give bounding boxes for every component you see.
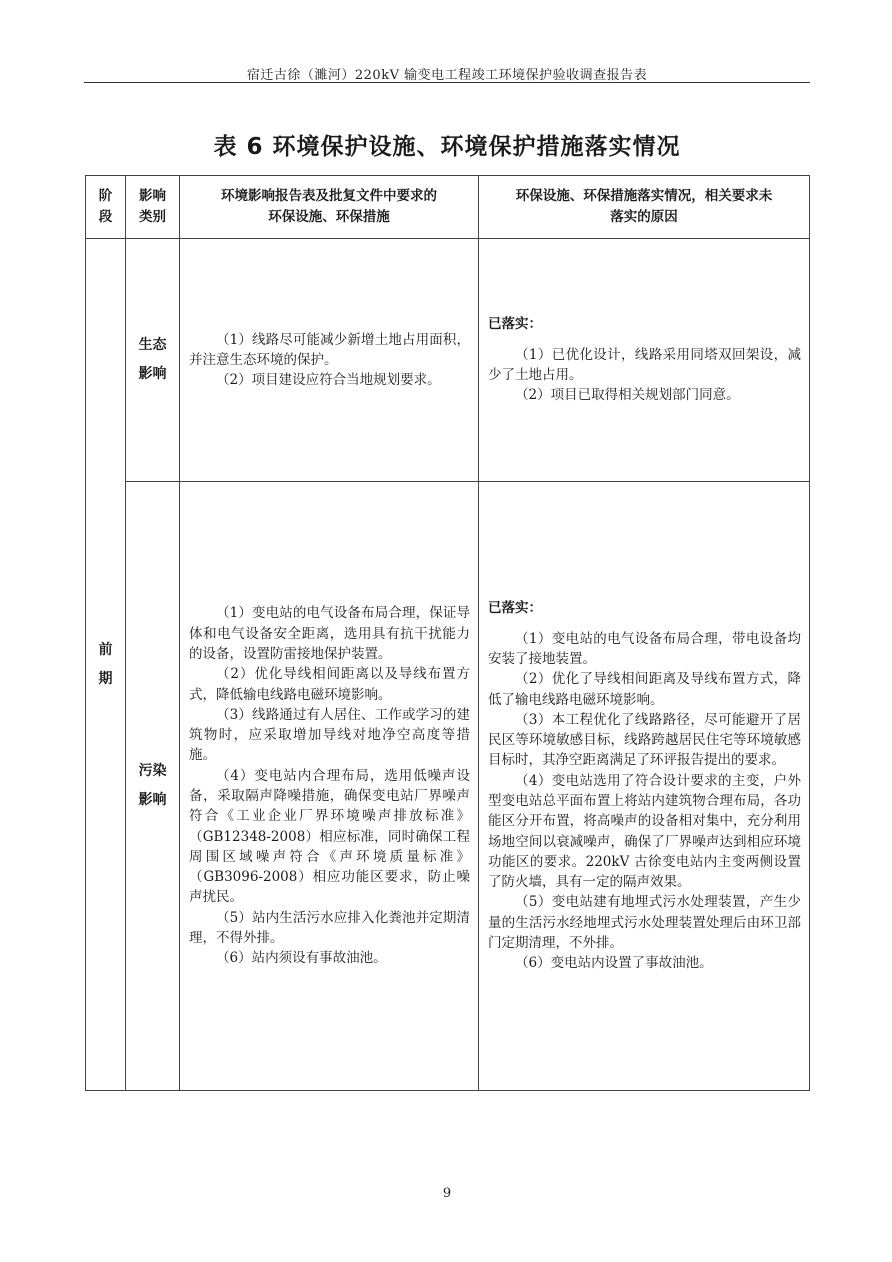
implemented-lead: 已落实： [488,316,542,333]
implemented-item: （1）变电站的电气设备布局合理，带电设备均安装了接地装置。 [488,630,801,667]
stage-cell: 前 期 [86,239,126,1091]
implemented-item: （1）已优化设计，线路采用同塔双回架设，减少了土地占用。 [488,346,801,383]
implemented-item: （6）变电站内设置了事故油池。 [515,955,713,972]
measures-table [85,175,810,1091]
required-measures-cell [180,239,479,482]
implemented-lead: 已落实： [488,600,542,617]
column-header-implemented: 环保设施、环保措施落实情况，相关要求未 落实的原因 [479,176,810,239]
table-row-ecology [86,239,810,482]
column-header-stage: 阶 段 [86,176,126,239]
implemented-item: （4）变电站选用了符合设计要求的主变，户外型变电站总平面布置上将站内建筑物合理布局，各功能区分开布置，将高噪声的设备相对集中，充分利用场地空间以衰减噪声，确保了厂界噪声达到相应环境功能区的要求。220kV 古徐变电站内主变两侧设置了防火墙，具有一定的隔声效果。 [488,772,801,891]
required-item: （2）优化导线相间距离以及导线布置方式，降低输电线路电磁环境影响。 [189,666,470,703]
required-item: （3）线路通过有人居住、工作或学习的建筑物时，应采取增加导线对地净空高度等措施。 [189,706,470,764]
implemented-measures-text [479,314,809,405]
table-row-pollution [86,482,810,1091]
running-header: 宿迁古徐（濉河）220kV 输变电工程竣工环境保护验收调查报告表 [246,68,648,83]
category-cell: 生态 影响 [126,239,180,482]
required-item: （1）变电站的电气设备布局合理，保证导体和电气设备安全距离，选用具有抗干扰能力的设备，设置防雷接地保护装置。 [189,605,470,662]
required-item: （1）线路尽可能减少新增土地占用面积，并注意生态环境的保护。 [189,331,470,368]
required-item: （6）站内须设有事故油池。 [216,950,387,967]
required-item: （2）项目建设应符合当地规划要求。 [216,372,441,389]
page-number: 9 [442,1186,452,1201]
implemented-measures-cell [479,482,810,1091]
required-item: （5）站内生活污水应排入化粪池并定期清理，不得外排。 [189,909,470,947]
column-header-required: 环境影响报告表及批复文件中要求的 环保设施、环保措施 [180,176,479,239]
page-title: 表 6 环境保护设施、环境保护措施落实情况 [213,134,681,160]
implemented-item: （2）项目已取得相关规划部门同意。 [515,387,740,404]
header-rule [84,82,810,83]
category-cell: 污染 影响 [126,482,180,1091]
required-measures-text [180,330,478,391]
implemented-item: （3）本工程优化了线路路径，尽可能避开了居民区等环境敏感目标，线路跨越居民住宅等环境敏感目标时，其净空距离满足了环评报告提出的要求。 [488,711,801,769]
required-measures-cell [180,482,479,1091]
required-item: （4）变电站内合理布局，选用低噪声设备，采取隔声降噪措施，确保变电站厂界噪声符合《工业企业厂界环境噪声排放标准》（GB12348-2008）相应标准，同时确保工程周围区域噪声符合《声环境质量标准》（GB3096-2008）相应功能区要求，防止噪声扰民。 [189,767,470,906]
table-header-row [86,176,810,239]
column-header-category: 影响 类别 [126,176,180,239]
required-measures-text [180,603,478,968]
implemented-item: （5）变电站建有地埋式污水处理装置，产生少量的生活污水经地埋式污水处理装置处理后由环卫部门定期清理，不外排。 [488,894,801,952]
implemented-item: （2）优化了导线相间距离及导线布置方式，降低了输电线路电磁环境影响。 [488,671,801,708]
implemented-measures-cell [479,239,810,482]
implemented-measures-text [479,598,809,973]
